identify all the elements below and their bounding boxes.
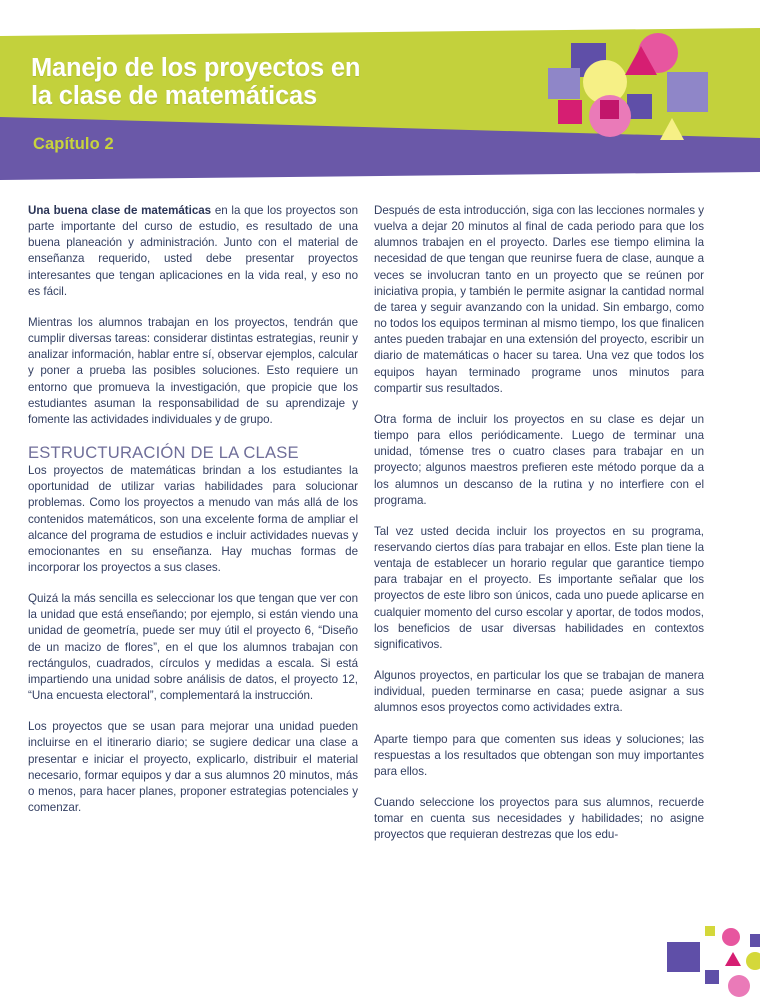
page-title — [31, 54, 461, 110]
paragraph: Algunos proyectos, en particular los que se trabajan de manera individual, pueden terminarse en casa; puede asignar a sus alumnos esos proyectos como actividades extra. — [374, 669, 704, 715]
section-heading: ESTRUCTURACIÓN DE LA CLASE — [28, 443, 299, 463]
page-number-box — [667, 942, 700, 972]
paragraph: Mientras los alumnos trabajan en los proyectos, tendrán que cumplir diversas tareas: considerar distintas estrategias, reunir y analizar información, hablar entre sí, observar ejemplos, calcular y poner a prueba las posibles soluciones. Esto requiere un entorno que promueva la investigación, que propicie que los estudiantes asuman la responsabilidad de su aprendizaje y fomente las actividades individuales y de grupo. — [28, 315, 358, 426]
footer-square-yellow — [705, 926, 715, 936]
shape-square-magenta-2 — [600, 100, 619, 119]
shape-square-lightpurple-2 — [667, 72, 708, 112]
footer-circle-yellow — [746, 952, 760, 970]
paragraph: Tal vez usted decida incluir los proyectos en su programa, reservando ciertos días para trabajar en ellos. Este plan tiene la ventaja de establecer un horario regular que garantice tiempo para trabajar en el proyecto. Es importante señalar que los proyectos de este libro son únicos, cada uno puede aplicarse en cualquier momento del curso escolar y aportar, de todos modos, los beneficios de usar diversas habilidades en contextos significativos. — [374, 524, 704, 651]
paragraph: Otra forma de incluir los proyectos en su clase es dejar un tiempo para ellos periódicamente. Luego de terminar una unidad, tómense tres o cuatro clases para trabajar en un proyecto; algunos maestros prefieren este método porque da a los alumnos un descanso de la rutina y no interfiere con el programa. — [374, 412, 704, 507]
shape-square-lightpurple-1 — [548, 68, 580, 99]
chapter-label: Capítulo 2 — [33, 135, 114, 153]
paragraph: Aparte tiempo para que comenten sus ideas y soluciones; las respuestas a los resultados que obtengan son muy importantes para ellos. — [374, 732, 704, 778]
page-number: 21 — [706, 948, 724, 965]
paragraph: Cuando seleccione los proyectos para sus alumnos, recuerde tomar en cuenta sus necesidades y habilidades; no asigne proyectos que requieran destrezas que los edu- — [374, 796, 704, 842]
footer-square-purple-small — [750, 934, 760, 947]
lead-in-text: Una buena clase de matemáticas — [28, 204, 212, 217]
header-banner — [0, 0, 760, 200]
paragraph: Los proyectos que se usan para mejorar una unidad pueden incluirse en el itinerario diario; se sugiere dedicar una clase a presentar e iniciar el proyecto, explicarlo, distribuir el material necesario, formar equipos y dar a sus alumnos 20 minutos, más o menos, para hacer planes, proponer estrategias potenciales y comenzar. — [28, 720, 358, 814]
paragraph — [28, 203, 358, 300]
page-title-line-1: Manejo de los proyectos en — [31, 54, 361, 82]
paragraph: Después de esta introducción, siga con las lecciones normales y vuelva a dejar 20 minutos al final de cada periodo para que los alumnos trabajen en el proyecto. Darles ese tiempo elimina la necesidad de que tengan que reunirse fuera de clase, aunque a veces se involucran tanto en un proyecto que se reúnen por iniciativa propia, y también le permite asignar la cantidad normal de tarea y seguir avanzando con la unidad. Sin embargo, como no todos los equipos terminan al mismo tiempo, los que finalicen antes pueden trabajar en una extensión del proyecto, escribir un diario de matemáticas o hacer su tarea. Una vez que todos los equipos hayan terminado programe unos minutos para compartir sus resultados. — [374, 204, 704, 395]
page-title-line-2: la clase de matemáticas — [31, 82, 317, 110]
body-columns — [0, 203, 760, 903]
paragraph: Los proyectos de matemáticas brindan a los estudiantes la oportunidad de utilizar varias habilidades para solucionar problemas. Como los proyectos a menudo van más allá de los contenidos matemáticos, son una excelente forma de ampliar el alcance del programa de estudios e incluir actividades nuevas y emocionantes en su enseñanza. Hay muchas formas de incorporar los proyectos a sus clases. — [28, 464, 358, 574]
footer-square-purple-medium — [705, 970, 719, 984]
page-footer — [660, 920, 760, 1000]
right-column — [374, 203, 704, 858]
footer-circle-pink-1 — [722, 928, 740, 946]
paragraph: Quizá la más sencilla es seleccionar los que tengan que ver con la unidad que está enseñando; por ejemplo, si están viendo una unidad de geometría, puede ser muy útil el proyecto 6, “Diseño de un macizo de flores”, en el que los alumnos trabajan con rectángulos, cuadrados, círculos y medidas a escala. Si está impartiendo una unidad sobre análisis de datos, el proyecto 12, “Una encuesta electoral”, complementará la instrucción. — [28, 592, 358, 703]
shape-square-magenta-1 — [558, 100, 582, 124]
paragraph-text: en la que los proyectos son parte importante del curso de estudio, es resultado de una buena planeación y administración. Junto con el material de enseñanza requerido, usted debe presentar proyectos interesantes que tengan aplicaciones en la vida real, y eso no es fácil. — [28, 204, 358, 298]
footer-circle-pink-2 — [728, 975, 750, 997]
left-column — [28, 203, 358, 831]
